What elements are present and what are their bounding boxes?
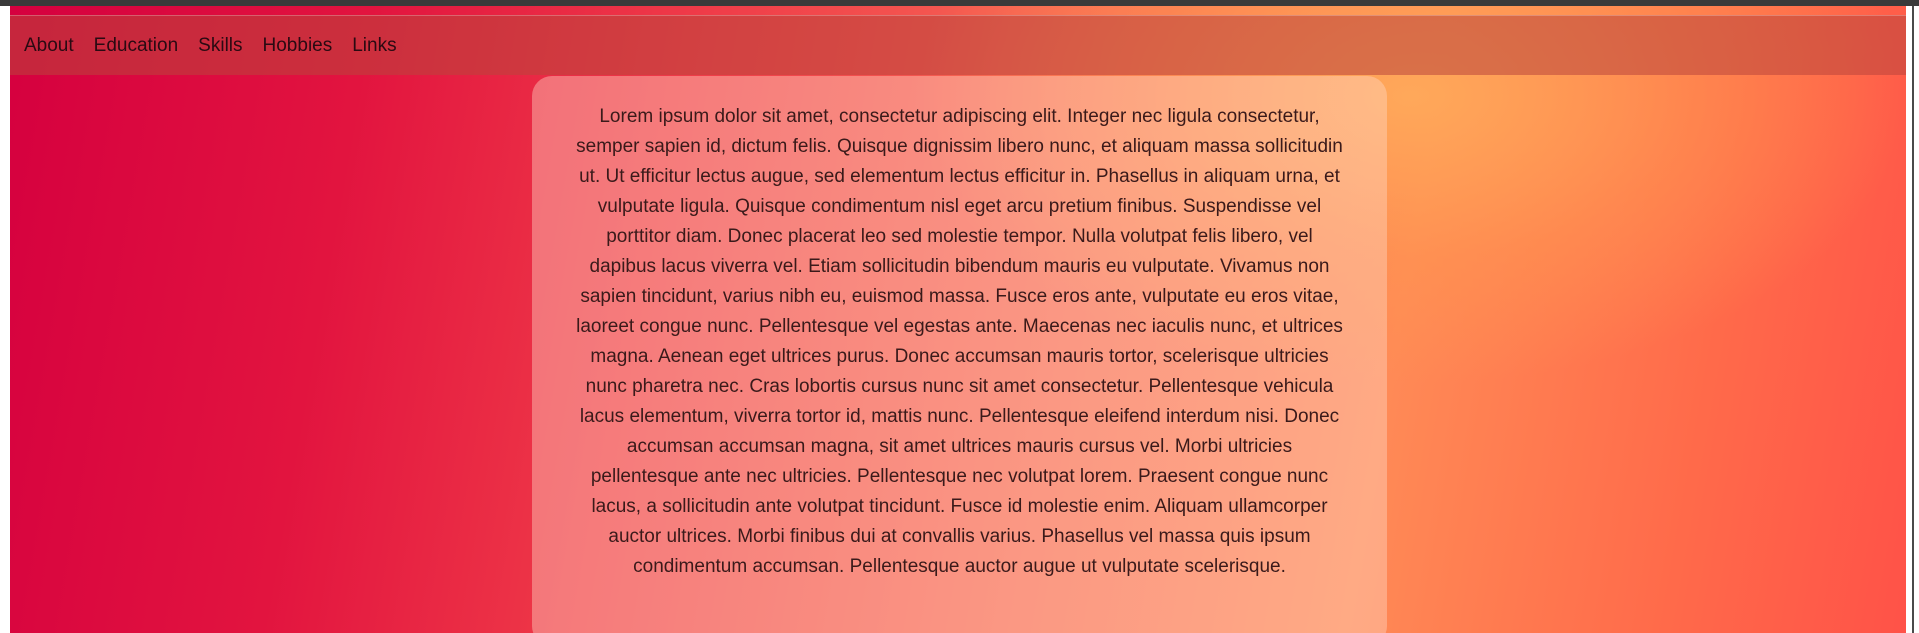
page-viewport — [10, 6, 1906, 633]
nav-link-hobbies[interactable]: Hobbies — [262, 34, 333, 56]
content-paragraph: Lorem ipsum dolor sit amet, consectetur adipiscing elit. Integer nec ligula consectetur, semper sapien id, dictum felis. Quisque dignissim libero nunc, et aliquam massa sollicitudin ut. Ut efficitur lectus augue, sed elementum lectus efficitur in. Phasellus in aliquam urna, et vulputate ligula. Quisque condimentum nisl eget arcu pretium finibus. Suspendisse vel porttitor diam. Donec placerat leo sed molestie tempor. Nulla volutpat felis libero, vel dapibus lacus viverra vel. Etiam sollicitudin bibendum mauris eu vulputate. Vivamus non sapien tincidunt, varius nibh eu, euismod massa. Fusce eros ante, vulputate eu eros vitae, laoreet congue nunc. Pellentesque vel egestas ante. Maecenas nec iaculis nunc, et ultrices magna. Aenean eget ultrices purus. Donec accumsan mauris tortor, scelerisque ultricies nunc pharetra nec. Cras lobortis cursus nunc sit amet consectetur. Pellentesque vehicula lacus elementum, viverra tortor id, mattis nunc. Pellentesque eleifend interdum nisi. Donec accumsan accumsan magna, sit amet ultrices mauris cursus vel. Morbi ultricies pellentesque ante nec ultricies. Pellentesque nec volutpat lorem. Praesent congue nunc lacus, a sollicitudin ante volutpat tincidunt. Fusce id molestie enim. Aliquam ullamcorper auctor ultrices. Morbi finibus dui at convallis varius. Phasellus vel massa quis ipsum condimentum accumsan. Pellentesque auctor augue ut vulputate scelerisque. — [576, 106, 1343, 577]
left-page-margin — [0, 6, 10, 633]
nav-link-about[interactable]: About — [24, 34, 74, 56]
nav-link-education[interactable]: Education — [93, 34, 179, 56]
content-card — [532, 76, 1387, 633]
nav-link-skills[interactable]: Skills — [198, 34, 243, 56]
nav-link-links[interactable]: Links — [352, 34, 397, 56]
right-scrollbar-gutter[interactable] — [1906, 6, 1919, 633]
top-navbar — [10, 15, 1906, 75]
